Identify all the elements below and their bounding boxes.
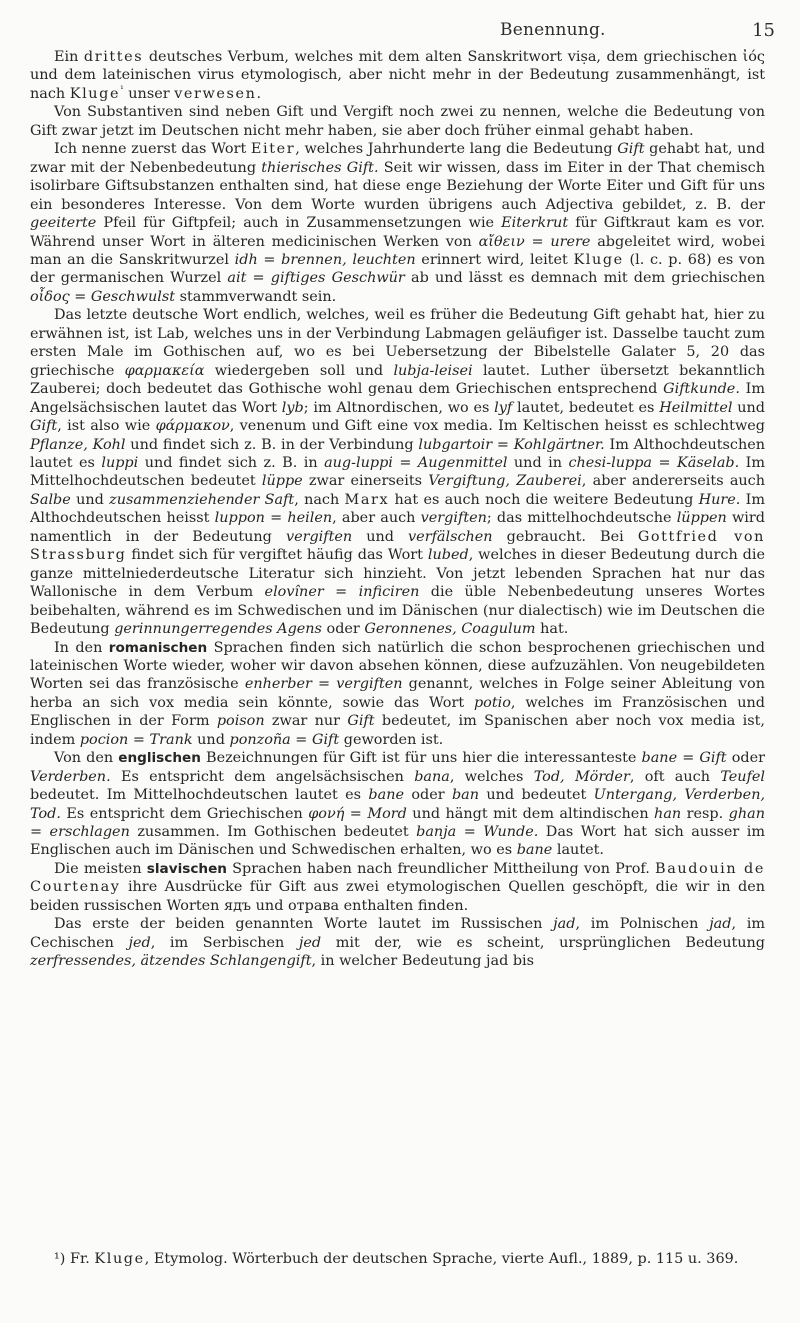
text-run: abgeleitet wird, wobei man an die Sanskritwurzel <box>30 233 765 268</box>
text-run: Sprachen haben nach freundlicher Mittheilung von Prof. <box>226 860 656 877</box>
text-run: oder <box>726 750 765 767</box>
italic-term: urere <box>550 233 591 250</box>
footnote-text <box>30 1250 765 1268</box>
text-run: hat es auch noch die weitere Bedeutung <box>389 491 699 508</box>
bold-term: englischen <box>118 750 201 767</box>
spaced-name: Gottfried von Strassburg <box>30 528 765 564</box>
text-run: oder <box>321 621 365 638</box>
italic-term: lubja-leisei <box>393 362 473 379</box>
italic-term: chesi-luppa <box>568 454 653 471</box>
spaced-name: Eiter <box>250 141 296 158</box>
text-run: = <box>323 584 359 601</box>
italic-term: ait <box>227 270 247 287</box>
italic-term: Trank <box>149 731 193 748</box>
text-run: Es entspricht dem angelsächsischen <box>110 768 415 785</box>
text-run: , in welcher Bedeutung jad bis <box>311 953 535 970</box>
text-run: gebraucht. Bei <box>492 528 638 545</box>
italic-term: inficiren <box>358 584 420 601</box>
text-run: deutsches Verbum, welches mit dem alten Sanskritwort viṣa, dem griechischen ἰός und dem lateinischen virus etymologisch, aber nicht mehr in der Bedeutung zusammenhängt, ist nach <box>30 49 765 102</box>
italic-term: φονή <box>308 805 345 822</box>
footnote-marker: ¹ <box>120 85 124 96</box>
text-run: = <box>652 454 677 471</box>
text-run: und bedeutet <box>479 787 594 804</box>
body-text <box>30 48 765 971</box>
text-run: , nach <box>294 491 345 508</box>
bold-term: romanischen <box>108 639 208 656</box>
text-run: Sprachen finden sich natürlich die schon besprochenen griechischen und lateinischen Worte wieder, woher wir davon absehen können, diese aufzuzählen. Von neugebildeten Worten sei das französische <box>30 639 765 693</box>
italic-term: Tod, Mörder <box>533 768 630 785</box>
text-run: , aber auch <box>332 510 421 527</box>
italic-term: φάρμακον <box>155 418 230 435</box>
italic-term: potio <box>473 694 511 711</box>
text-run: Ich nenne zuerst das Wort <box>54 141 251 158</box>
text-run: lautet. Luther übersetzt bekanntlich Zauberei; doch bedeutet das Gothische wohl genau dem Griechischen entsprechend <box>30 362 765 398</box>
text-run: zwar einerseits <box>302 473 429 490</box>
text-run: erinnert wird, leitet <box>415 251 574 268</box>
text-run: ¹) Fr. <box>54 1251 95 1267</box>
text-run: Es entspricht dem Griechischen <box>60 805 309 822</box>
text-run: mit der, wie es scheint, ursprünglichen Bedeutung <box>321 934 765 951</box>
italic-term: bana <box>414 768 450 785</box>
text-run: = <box>128 731 150 748</box>
italic-term: jad <box>709 916 732 933</box>
text-run: lautet, bedeutet es <box>512 399 660 416</box>
paragraph <box>30 140 765 306</box>
italic-term: Augenmittel <box>417 454 508 471</box>
text-run: = <box>246 270 271 287</box>
text-run: und findet sich z. B. in <box>138 454 325 471</box>
italic-term: Salbe <box>30 491 71 508</box>
italic-term: ban <box>451 787 480 804</box>
running-title: Benennung. <box>500 20 606 40</box>
italic-term: luppon <box>214 510 265 527</box>
text-run: Im Angelsächsischen lautet das Wort <box>30 381 765 416</box>
italic-term: vergiften <box>285 528 353 545</box>
italic-term: Vergiftung, Zauberei <box>428 473 582 490</box>
text-run: , venenum und Gift eine vox media. Im Keltischen heisst es schlechtweg <box>229 418 765 435</box>
text-run: und <box>732 399 765 416</box>
text-run: resp. <box>681 805 729 822</box>
text-run: , welches in dieser Bedeutung durch die ganze mittelniederdeutsche Literatur sich hinzieht. Von jetzt lebenden Sprachen hat nur das Wallonische in dem Verbum <box>30 547 765 601</box>
text-run: Pfeil für Giftpfeil; auch in Zusammensetzungen wie <box>96 215 502 232</box>
paragraph <box>30 915 765 970</box>
text-run: , im Serbischen <box>150 934 299 951</box>
italic-term: Teufel <box>720 768 766 785</box>
paragraph <box>30 860 765 915</box>
spaced-name: verwesen <box>174 85 257 102</box>
italic-term: bane <box>516 842 553 859</box>
text-run: , oft auch <box>629 768 721 785</box>
text-run: und in <box>507 454 569 471</box>
text-run: , im Polnischen <box>575 916 710 933</box>
paragraph <box>30 48 765 103</box>
spaced-name: drittes <box>83 49 144 65</box>
italic-term: Verderben. <box>30 768 111 785</box>
spaced-name: Baudouin de Courtenay <box>30 860 765 896</box>
italic-term: ponzoña <box>229 731 291 748</box>
italic-term: Mord <box>367 805 407 822</box>
italic-term: thierisches Gift. <box>261 159 379 176</box>
text-run: lautet. <box>552 842 604 859</box>
text-run: Ein <box>54 49 84 65</box>
text-run: wiedergeben soll und <box>204 362 394 379</box>
text-run: Von den <box>54 750 119 767</box>
text-run: = <box>30 824 50 841</box>
italic-term: aug-luppi <box>324 454 393 471</box>
text-run: Bezeichnungen für Gift ist für uns hier die interessanteste <box>200 750 642 767</box>
italic-term: geeiterte <box>30 215 97 232</box>
text-run: ; im Altnordischen, wo es <box>303 399 495 416</box>
italic-term: Pflanze, Kohl <box>30 436 126 453</box>
text-run: , Etymolog. Wörterbuch der deutschen Sprache, vierte Aufl., 1889, p. 115 u. 369. <box>144 1251 739 1267</box>
text-run: unser <box>123 85 175 102</box>
text-run: = <box>524 233 551 250</box>
italic-term: banja <box>416 824 457 841</box>
text-run: , aber andererseits auch <box>581 473 766 490</box>
italic-term: Geronnenes, Coagulum <box>364 621 536 638</box>
text-run: ; das mittelhochdeutsche <box>486 510 677 527</box>
page-number: 15 <box>752 20 775 41</box>
text-run: , im Cechischen <box>30 916 766 951</box>
italic-term: gerinnungerregendes Agens <box>114 621 322 638</box>
text-run: genannt, welches in Folge seiner Ableitung von herba an sich vox media sein könnte, sowie das Wort <box>30 676 765 711</box>
text-run: = <box>311 676 337 693</box>
text-run: Das letzte deutsche Wort endlich, welches, weil es früher die Bedeutung Gift gehabt hat, hier zu erwähnen ist, ist Lab, welches uns in der Verbindung Labmagen geläufiger ist. Dasselbe taucht zum ersten Male im Gothischen auf, wo es bei Uebersetzung der Bibelstelle Galater 5, 20 das griechische <box>30 307 765 379</box>
italic-term: lüppe <box>261 473 303 490</box>
text-run: Von Substantiven sind neben Gift und Vergift noch zwei zu nennen, welche die Bedeutung von Gift zwar jetzt im Deutschen nicht mehr haben, sie aber doch früher einmal gehabt haben. <box>30 104 765 139</box>
text-run: für Giftkraut kam es vor. Während unser Wort in älteren medicinischen Werken von <box>30 215 765 250</box>
text-run: wird namentlich in der Bedeutung <box>30 510 766 545</box>
text-run: In den <box>54 639 109 656</box>
italic-term: luppi <box>101 454 139 471</box>
paragraph <box>30 749 765 860</box>
text-run: = <box>677 750 700 767</box>
text-run: und <box>192 731 230 748</box>
italic-term: lubed <box>427 547 469 564</box>
text-run: oder <box>404 787 452 804</box>
italic-term: verfälschen <box>408 528 493 545</box>
text-run: Die meisten <box>54 860 147 877</box>
italic-term: Gift <box>699 750 727 767</box>
italic-term: vergiften <box>420 510 487 527</box>
text-run: = <box>69 288 91 305</box>
italic-term: Gift <box>347 713 375 730</box>
text-run: . <box>256 85 262 102</box>
italic-term: erschlagen <box>49 824 130 841</box>
text-run: Das erste der beiden genannten Worte lautet im Russischen <box>54 916 554 933</box>
italic-term: jed <box>298 934 322 951</box>
text-run: und <box>70 491 110 508</box>
italic-term: vergiften <box>336 676 403 693</box>
italic-term: ghan <box>728 805 765 822</box>
text-run: und hängt mit dem altindischen <box>406 805 655 822</box>
footnote <box>30 1250 765 1268</box>
italic-term: Hure. <box>698 491 741 508</box>
text-run: = <box>257 251 282 268</box>
italic-term: bane <box>368 787 404 804</box>
paragraph <box>30 639 765 750</box>
spaced-name: Marx <box>344 491 390 508</box>
italic-term: οἶδος <box>30 288 70 305</box>
italic-term: Wunde. <box>483 824 539 841</box>
italic-term: bane <box>641 750 678 767</box>
italic-term: Gift <box>617 141 645 158</box>
spaced-name: Kluge <box>573 251 624 268</box>
text-run: Im Althochdeutschen lautet es <box>30 436 766 471</box>
text-run: , welches <box>449 768 534 785</box>
text-run: = <box>456 824 484 841</box>
spaced-name: Kluge <box>94 1251 145 1267</box>
text-run: = <box>264 510 288 527</box>
text-run: und findet sich z. B. in der Verbindung <box>125 436 419 453</box>
italic-term: lyb <box>281 399 304 416</box>
spaced-name: Kluge <box>69 85 121 102</box>
text-run: zusammen. Im Gothischen bedeutet <box>129 824 417 841</box>
italic-term: Gift <box>311 731 340 748</box>
italic-term: enherber <box>244 676 312 693</box>
text-run: stammverwandt sein. <box>175 288 337 305</box>
text-run: (l. c. p. 68) es von der germanischen Wurzel <box>30 251 765 287</box>
italic-term: jad <box>553 916 576 933</box>
italic-term: elovîner <box>264 584 324 601</box>
text-run: zwar nur <box>264 713 348 730</box>
italic-term: giftiges Geschwür <box>270 270 405 287</box>
text-run: bedeutet. Im Mittelhochdeutschen lautet es <box>30 787 369 804</box>
italic-term: Heilmittel <box>659 399 733 416</box>
text-run: findet sich für vergiftet häufig das Wort <box>126 547 428 564</box>
italic-term: Käselab. <box>676 454 740 471</box>
italic-term: zusammenziehender Saft <box>109 491 295 508</box>
text-run: und <box>352 528 409 545</box>
italic-term: poison <box>216 713 265 730</box>
italic-term: Giftkunde. <box>663 381 740 398</box>
italic-term: Untergang, Verderben, Tod. <box>30 787 766 822</box>
italic-term: φαρμακεία <box>124 362 205 379</box>
italic-term: idh <box>234 251 258 268</box>
text-run: , welches Jahrhunderte lang die Bedeutung <box>295 141 618 158</box>
italic-term: lüppen <box>676 510 727 527</box>
text-run: hat. <box>535 621 569 638</box>
text-run: = <box>344 805 368 822</box>
text-run: die üble Nebenbedeutung unseres Wortes beibehalten, während es im Schwedischen und im Dänischen (nur dialectisch) wie im Deutschen die Bedeutung <box>30 584 765 638</box>
italic-term: Eiterkrut <box>501 215 569 232</box>
running-header <box>500 20 775 46</box>
text-run: = <box>392 454 418 471</box>
text-run: , ist also wie <box>57 418 156 435</box>
italic-term: lubgartoir <box>418 436 493 453</box>
text-run: Im Althochdeutschen heisst <box>30 491 766 527</box>
text-run: Das Wort hat sich ausser im Englischen auch im Dänischen und Schwedischen erhalten, wo es <box>30 824 766 859</box>
bold-term: slavischen <box>146 860 227 877</box>
text-run: bedeutet, im Spanischen aber noch vox media ist, indem <box>30 713 765 748</box>
text-run: gehabt hat, und zwar mit der Nebenbedeutung <box>30 141 766 176</box>
text-run: = <box>492 436 514 453</box>
text-run: , welches im Französischen und Englischen in der Form <box>30 694 765 730</box>
italic-term: jed <box>128 934 151 951</box>
text-run: Seit wir wissen, dass im Eiter in der That chemisch isolirbare Giftsubstanzen enthalten sind, hat diese enge Beziehung der Worte Eiter und Gift für uns ein besonderes Interesse. Von dem Worte wurden übrigens auch Adjectiva gebildet, z. B. der <box>30 159 766 213</box>
text-run: ab und lässt es demnach mit dem griechischen <box>404 270 765 287</box>
italic-term: zerfressendes, ätzendes Schlangengift <box>30 953 312 970</box>
italic-term: Geschwulst <box>90 288 176 305</box>
paragraph <box>30 103 765 140</box>
text-run: = <box>290 731 312 748</box>
italic-term: lyf <box>494 399 513 416</box>
italic-term: Gift <box>30 418 58 435</box>
italic-term: brennen, leuchten <box>281 251 416 268</box>
text-run: geworden ist. <box>339 731 444 748</box>
italic-term: pocion <box>79 731 129 748</box>
text-run: ihre Ausdrücke für Gift aus zwei etymologischen Quellen geschöpft, die wir in den beiden russischen Worten ядъ und отрава enthalten finden. <box>30 879 765 914</box>
italic-term: han <box>654 805 682 822</box>
italic-term: αἴθειν <box>478 233 525 250</box>
italic-term: Kohlgärtner. <box>513 436 605 453</box>
paragraph <box>30 306 765 638</box>
italic-term: heilen <box>287 510 333 527</box>
text-run: Im Mittelhochdeutschen bedeutet <box>30 454 765 490</box>
